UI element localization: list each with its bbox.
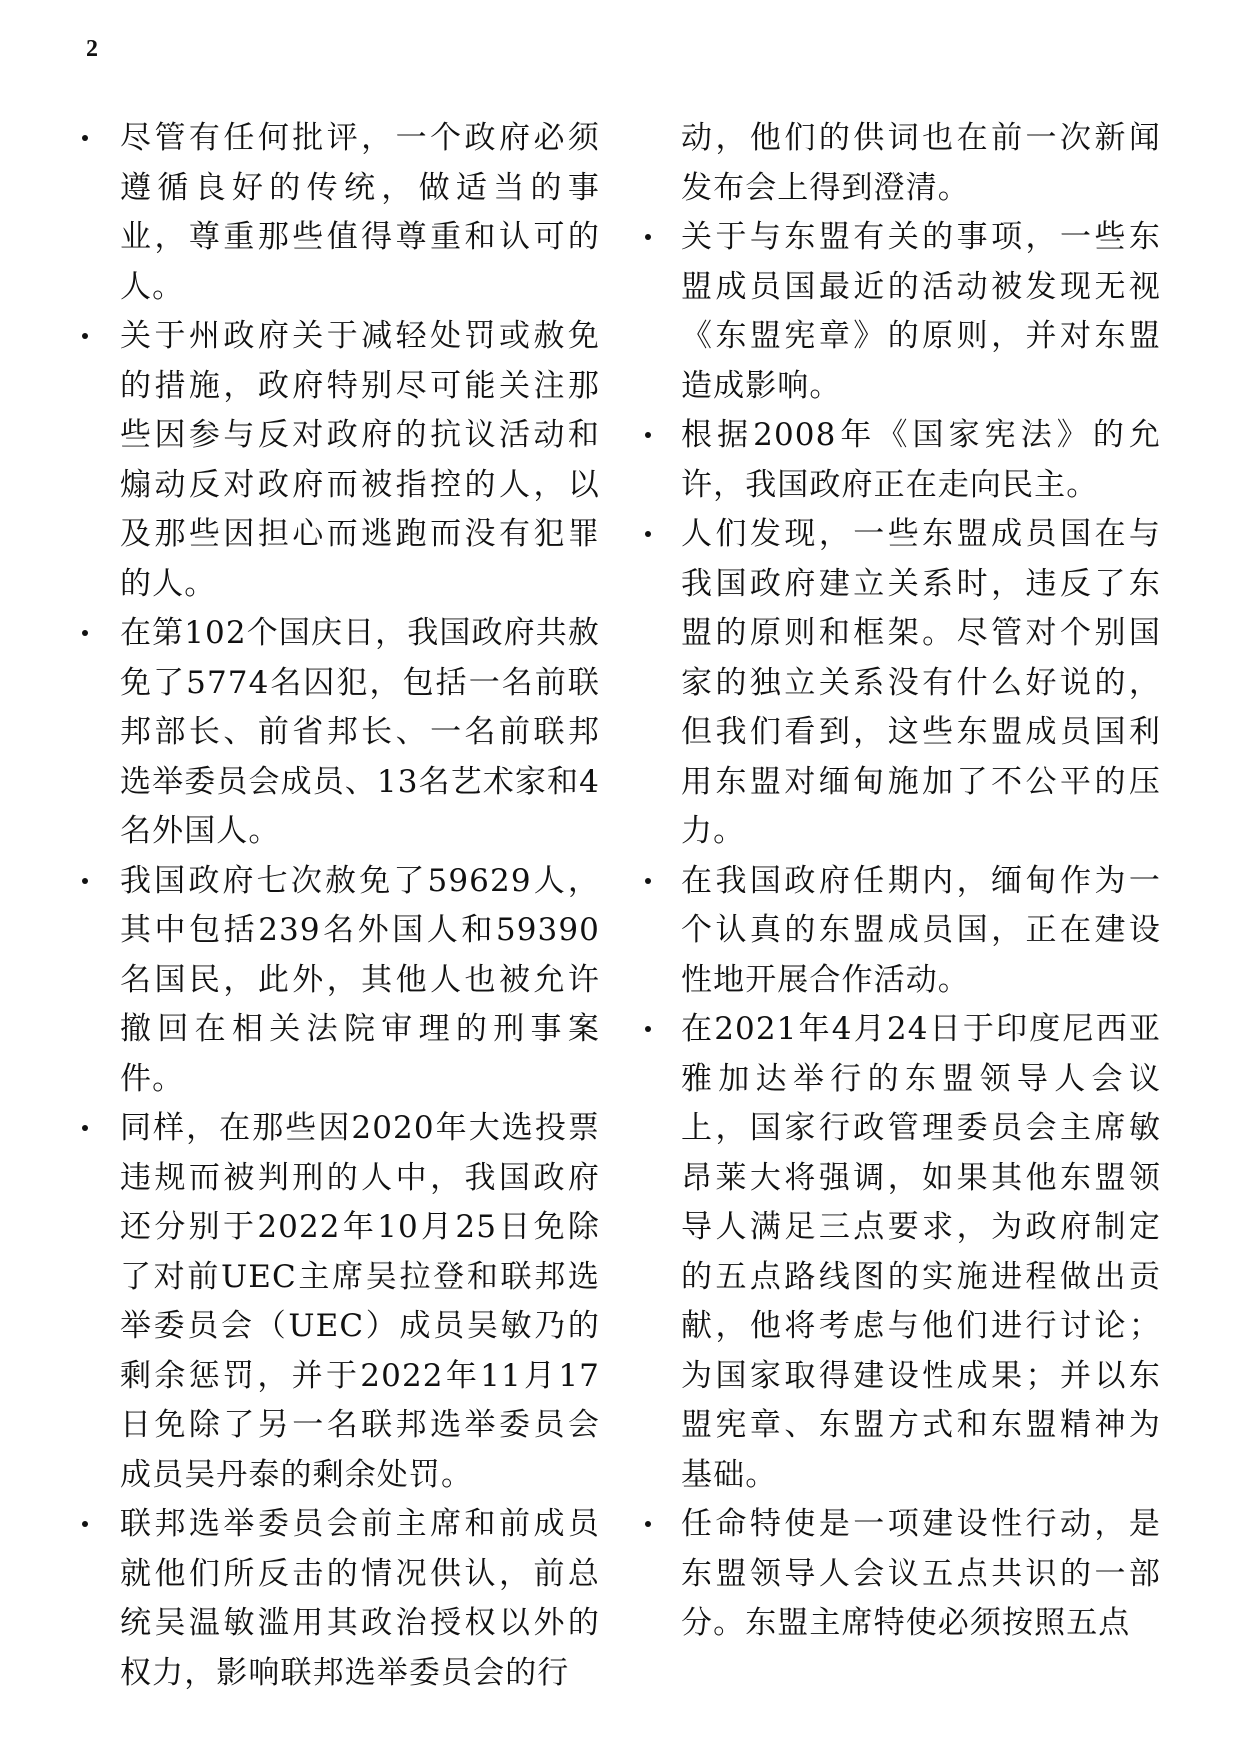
bullet-dot-icon [82, 1125, 88, 1131]
left-column [120, 114, 600, 1698]
bullet-dot-icon [82, 135, 88, 141]
bullet-dot-icon [82, 630, 88, 636]
bullet-dot-icon [645, 1521, 651, 1527]
bullet-dot-icon [645, 878, 651, 884]
bullet-text: 关于州政府关于减轻处罚或赦免的措施，政府特别尽可能关注那些因参与反对政府的抗议活动和煽动反对政府而被指控的人，以及那些因担心而逃跑而没有犯罪的人。 [120, 318, 600, 602]
bullet-text: 我国政府七次赦免了59629人，其中包括239名外国人和59390名国民，此外，其他人也被允许撤回在相关法院审理的刑事案件。 [120, 862, 600, 1097]
bullet-item [120, 609, 600, 857]
bullet-item [681, 510, 1161, 857]
bullet-item [681, 1500, 1161, 1649]
bullet-text: 人们发现，一些东盟成员国在与我国政府建立关系时，违反了东盟的原则和框架。尽管对个别国家的独立关系没有什么好说的，但我们看到，这些东盟成员国利用东盟对缅甸施加了不公平的压力。 [681, 516, 1161, 849]
bullet-dot-icon [82, 1521, 88, 1527]
bullet-dot-icon [82, 333, 88, 339]
page-number: 2 [86, 36, 98, 62]
bullet-text: 关于与东盟有关的事项，一些东盟成员国最近的活动被发现无视《东盟宪章》的原则，并对东盟造成影响。 [681, 219, 1161, 404]
bullet-dot-icon [645, 531, 651, 537]
bullet-dot-icon [645, 432, 651, 438]
bullet-item [120, 857, 600, 1105]
bullet-text: 同样，在那些因2020年大选投票违规而被判刑的人中，我国政府还分别于2022年10月25日免除了对前UEC主席吴拉登和联邦选举委员会（UEC）成员吴敏乃的剩余惩罚，并于2022年11月17日免除了另一名联邦选举委员会成员吴丹泰的剩余处罚。 [120, 1110, 600, 1493]
bullet-text: 根据2008年《国家宪法》的允许，我国政府正在走向民主。 [681, 417, 1161, 503]
bullet-dot-icon [645, 1026, 651, 1032]
bullet-item [120, 312, 600, 609]
bullet-item [681, 213, 1161, 411]
bullet-item [120, 114, 600, 312]
bullet-text: 在2021年4月24日于印度尼西亚雅加达举行的东盟领导人会议上，国家行政管理委员会主席敏昂莱大将强调，如果其他东盟领导人满足三点要求，为政府制定的五点路线图的实施进程做出贡献，他将考虑与他们进行讨论；为国家取得建设性成果；并以东盟宪章、东盟方式和东盟精神为基础。 [681, 1011, 1161, 1493]
bullet-item [120, 1104, 600, 1500]
bullet-text: 在我国政府任期内，缅甸作为一个认真的东盟成员国，正在建设性地开展合作活动。 [681, 862, 1161, 998]
right-column [681, 114, 1161, 1649]
bullet-text: 任命特使是一项建设性行动，是东盟领导人会议五点共识的一部分。东盟主席特使必须按照五点 [681, 1506, 1161, 1641]
bullet-dot-icon [645, 234, 651, 240]
bullet-dot-icon [82, 878, 88, 884]
continuation-text: 动，他们的供词也在前一次新闻发布会上得到澄清。 [681, 120, 1161, 206]
bullet-text: 在第102个国庆日，我国政府共赦免了5774名囚犯，包括一名前联邦部长、前省邦长、一名前联邦选举委员会成员、13名艺术家和4名外国人。 [120, 615, 600, 849]
bullet-item [681, 857, 1161, 1006]
bullet-item [120, 1500, 600, 1698]
bullet-item [681, 1005, 1161, 1500]
bullet-item [681, 411, 1161, 510]
bullet-text: 尽管有任何批评，一个政府必须遵循良好的传统，做适当的事业，尊重那些值得尊重和认可的人。 [120, 120, 600, 305]
bullet-text: 联邦选举委员会前主席和前成员就他们所反击的情况供认，前总统吴温敏滥用其政治授权以外的权力，影响联邦选举委员会的行 [120, 1506, 600, 1691]
